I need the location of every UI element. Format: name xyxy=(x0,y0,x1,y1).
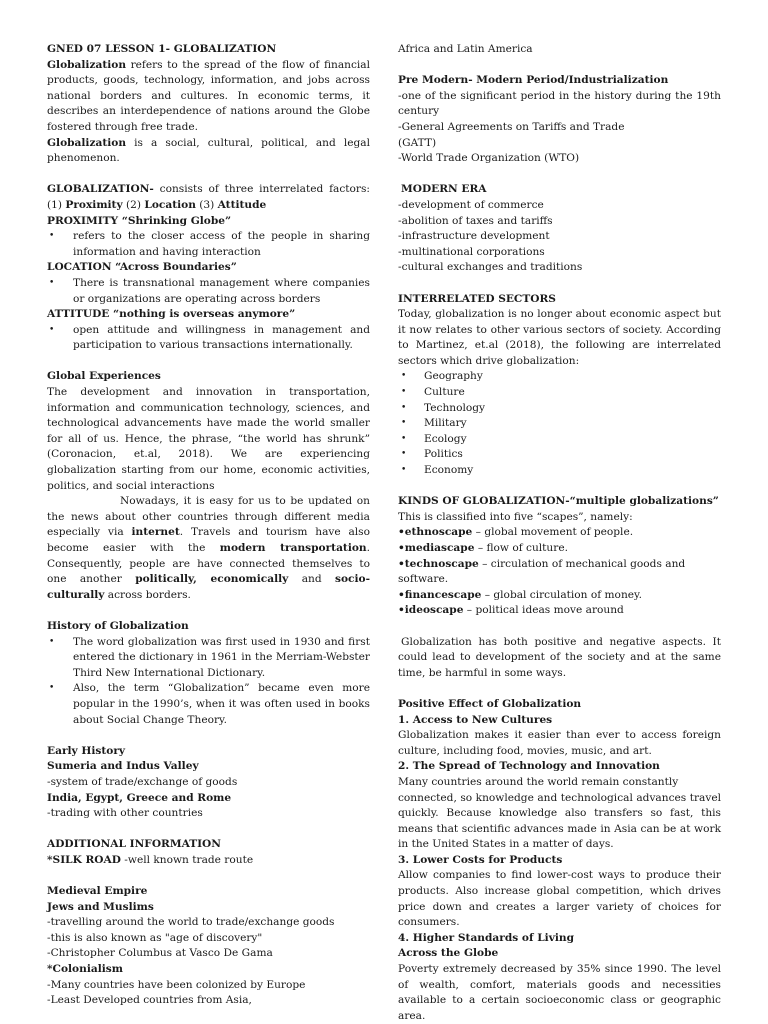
silk-road-line: *SILK ROAD -well known trade route xyxy=(47,853,254,866)
medieval-line: -travelling around the world to trade/exchange goods xyxy=(47,916,335,929)
medieval-heading: Medieval Empire xyxy=(47,885,148,898)
location-list xyxy=(47,276,370,307)
india-text: -trading with other countries xyxy=(47,807,203,820)
list-item: • There is transnational management where companies or organizations are operating across borders xyxy=(47,276,370,307)
nowadays-paragraph: Nowadays, it is easy for us to be updated on the news about other countries through different media especially via internet. Travels and tourism have also become easier with the modern transportation. Consequently, people are have connected themselves to one another politically, economically and socio-culturally across borders. xyxy=(47,495,370,601)
scape-line: •ethnoscape – global movement of people. xyxy=(398,526,634,539)
list-item: • Geography xyxy=(398,369,721,385)
additional-info-heading: ADDITIONAL INFORMATION xyxy=(47,838,221,851)
premodern-text: -one of the significant period in the history during the 19th century xyxy=(398,89,721,118)
effect-text: Poverty extremely decreased by 35% since 1990. The level of wealth, comfort, materials goods and necessities available to a certain socioeconomic class or geographic area. xyxy=(398,963,721,1022)
list-item: • Military xyxy=(398,416,721,432)
history-list xyxy=(47,635,370,729)
list-item: • Technology xyxy=(398,401,721,417)
india-heading: India, Egypt, Greece and Rome xyxy=(47,791,232,804)
colonialism-heading: *Colonialism xyxy=(47,963,123,976)
effect-heading: 3. Lower Costs for Products xyxy=(398,853,563,866)
premodern-heading: Pre Modern- Modern Period/Industrialization xyxy=(398,74,669,87)
positive-negative-paragraph: Globalization has both positive and negative aspects. It could lead to development of the society and at the same time, be harmful in some ways. xyxy=(398,635,721,679)
colonialism-line: -Least Developed countries from Asia, xyxy=(47,994,252,1007)
medieval-line: -Christopher Columbus at Vasco De Gama xyxy=(47,947,273,960)
list-item: • open attitude and willingness in management and participation to various transactions internationally. xyxy=(47,323,370,354)
sectors-heading: INTERRELATED SECTORS xyxy=(398,292,556,305)
history-heading: History of Globalization xyxy=(47,619,189,632)
medieval-line: -this is also known as "age of discovery" xyxy=(47,931,263,944)
premodern-line: -World Trade Organization (WTO) xyxy=(398,152,580,165)
sectors-list xyxy=(398,369,721,478)
list-item: • Economy xyxy=(398,463,721,479)
scape-line: •financescape – global circulation of money. xyxy=(398,588,642,601)
scape-line: •mediascape – flow of culture. xyxy=(398,542,568,554)
scape-line: •ideoscape – political ideas move around xyxy=(398,604,624,617)
effect-text: Globalization makes it easier than ever to access foreign culture, including food, movies, music, and art. xyxy=(398,729,721,757)
kinds-intro: This is classified into five “scapes”, namely: xyxy=(398,510,633,523)
sumeria-text: -system of trade/exchange of goods xyxy=(47,775,238,788)
list-item: • Culture xyxy=(398,385,721,401)
continued-line: Africa and Latin America xyxy=(398,43,533,55)
sumeria-heading: Sumeria and Indus Valley xyxy=(47,760,199,773)
factors-paragraph: GLOBALIZATION- consists of three interrelated factors: (1) Proximity (2) Location (3) Attitude xyxy=(47,183,370,211)
list-item: • Politics xyxy=(398,447,721,463)
list-item: • refers to the closer access of the people in sharing information and having interaction xyxy=(47,229,370,260)
list-item: • Also, the term “Globalization” became even more popular in the 1990’s, when it was often used in books about Social Change Theory. xyxy=(47,681,370,728)
modern-line: -cultural exchanges and traditions xyxy=(398,261,583,274)
modern-era-heading: MODERN ERA xyxy=(401,183,487,196)
effect-text-line: Many countries around the world remain constantly xyxy=(398,775,679,788)
sectors-paragraph: Today, globalization is no longer about economic aspect but it now relates to other various sectors of society. According to Martinez, et.al (2018), the following are interrelated sectors which drive globalization: xyxy=(398,308,721,367)
kinds-heading: KINDS OF GLOBALIZATION-“multiple globalizations” xyxy=(398,495,719,508)
global-experiences-heading: Global Experiences xyxy=(47,370,161,383)
modern-line: -multinational corporations xyxy=(398,245,545,258)
phenomenon-paragraph: Globalization is a social, cultural, political, and legal phenomenon. xyxy=(47,136,370,165)
modern-line: -development of commerce xyxy=(398,198,544,211)
jews-muslims-heading: Jews and Muslims xyxy=(47,900,154,913)
right-column xyxy=(398,42,721,1024)
attitude-list xyxy=(47,323,370,354)
list-item: • Ecology xyxy=(398,432,721,448)
colonialism-line: -Many countries have been colonized by Europe xyxy=(47,978,306,991)
effect-heading: 4. Higher Standards of Living Across the Globe xyxy=(398,931,574,960)
scape-line: •technoscape – circulation of mechanical goods and software. xyxy=(398,557,686,586)
global-experiences-paragraph: The development and innovation in transportation, information and communication technology, sciences, and technological advancements have made the world smaller for all of us. Hence, the phrase, “the world has shrunk” (Coronacion, et.al, 2018). We are experiencing globalization starting from our home, economic activities, politics, and social interactions xyxy=(47,386,370,492)
modern-line: -infrastructure development xyxy=(398,230,550,243)
modern-line: -abolition of taxes and tariffs xyxy=(398,214,553,227)
early-history-heading: Early History xyxy=(47,744,126,757)
list-item: • The word globalization was first used in 1930 and first entered the dictionary in 1961 in the Merriam-Webster Third New International Dictionary. xyxy=(47,635,370,682)
effect-text: connected, so knowledge and technological advances travel quickly. Because knowledge also transfers so fast, this means that scientific advances made in Asia can be at work in the United States in a matter of days. xyxy=(398,791,721,851)
attitude-heading: ATTITUDE “nothing is overseas anymore” xyxy=(47,308,296,321)
location-heading: LOCATION “Across Boundaries” xyxy=(47,261,237,274)
proximity-list xyxy=(47,229,370,260)
left-column xyxy=(47,42,370,1009)
definition-paragraph: Globalization refers to the spread of the flow of financial products, goods, technology, information, and jobs across national borders and cultures. In economic terms, it describes an interdependence of nations around the Globe fostered through free trade. xyxy=(47,58,370,133)
positive-effects-heading: Positive Effect of Globalization xyxy=(398,697,582,710)
effect-heading: 2. The Spread of Technology and Innovation xyxy=(398,760,660,773)
premodern-line: -General Agreements on Tariffs and Trade xyxy=(398,120,625,133)
effect-heading: 1. Access to New Cultures xyxy=(398,713,553,726)
proximity-heading: PROXIMITY “Shrinking Globe” xyxy=(47,214,232,227)
effect-text: Allow companies to find lower-cost ways to produce their products. Also increase global competition, which drives price down and creates a larger variety of choices for consumers. xyxy=(398,869,721,929)
premodern-line: (GATT) xyxy=(398,136,437,149)
lesson-title: GNED 07 LESSON 1- GLOBALIZATION xyxy=(47,43,277,55)
